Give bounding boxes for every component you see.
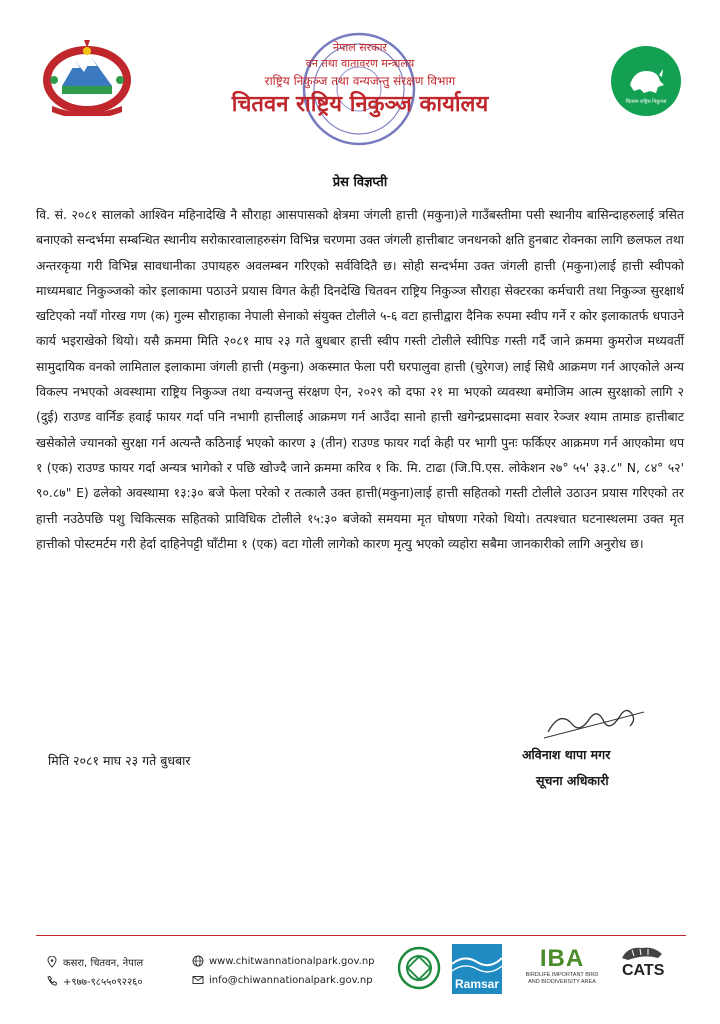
cats-label: CATS [622,962,665,979]
address-text: कसरा, चितवन, नेपाल [63,958,144,969]
iba-subtitle-2: AND BIODIVERSITY AREA [528,979,596,985]
email-icon [192,974,204,986]
nepal-emblem-icon [40,36,134,116]
signatory-name: अविनाश थापा मगर [522,747,611,762]
location-pin-icon [46,956,58,968]
footer-email[interactable] [192,974,373,986]
press-release-body: वि. सं. २०८१ सालको आश्विन महिनादेखि नै सौराहा आसपासको क्षेत्रमा जंगली हात्ती (मकुना)ले गाउँबस्तीमा पसी स्थानीय बासिन्दाहरुलाई त्रसित बनाएको सन्दर्भमा सम्बन्धित स्थानीय सरोकारवालाहरुसंग विभिन्न चरणमा उक्त जंगली हात्तीबाट जनधनको क्षति हुनबाट रोक्नका लागि छलफल तथा अन्तरकृया गरी विभिन्न सावधानीका उपायहरु अवलम्बन गरिएको सर्वविदितै छ। सोही सन्दर्भमा उक्त जंगली हात्ती (मकुना)लाई हात्ती स्वीपको माध्यमबाट निकुञ्जको कोर इलाकामा पठाउने प्रयास विगत केही दिनदेखि चितवन राष्ट्रिय निकुञ्ज सौराहा सेक्टरका कर्मचारी तथा निकुञ्ज सुरक्षार्थ खटिएको नयाँ गोरख गण (क) गुल्म सौराहाका नेपाली सेनाको संयुक्त टोलीले ५-६ वटा हात्तीद्वारा दैनिक रुपमा स्वीप गर्ने र कोर इलाकातर्फ धपाउने कार्य भइराखेको थियो। यसै क्रममा मिति २०८१ माघ २३ गते बुधबार हात्ती स्वीप गस्ती टोलीले स्वीपिङ गस्ती गर्दै जाने क्रममा कुमरोज मध्यवर्ती सामुदायिक वनको लामिताल इलाकामा जंगली हात्ती (मकुना) अकस्मात फेला परी घरपालुवा हात्ती (चुरेगज) लाई सिधै आक्रमण गर्न आएकोले अन्य विकल्प नभएको अवस्थामा राष्ट्रिय निकुञ्ज तथा वन्यजन्तु संरक्षण ऐन, २०२९ को दफा २१ मा भएको व्यवस्था बमोजिम आत्म सुरक्षाको लागि २ (दुई) राउण्ड वार्निङ हवाई फायर गर्दा पनि नभागी हात्तीलाई आक्रमण गर्न आउँदा सानो हात्ती खगेन्द्रप्रसादमा सवार रेञ्जर श्याम तामाङ हात्तीबाट खसेकोले ज्यानको सुरक्षा गर्न अत्यन्तै कठिनाई भएको कारण ३ (तीन) राउण्ड फायर गर्दा केही पर भागी पुनः फर्किएर आक्रमण गर्न आएकोमा थप १ (एक) राउण्ड फायर गर्दा अन्यत्र भागेको र पछि खोज्दै जाने क्रममा करिव १ कि. मि. टाढा (जि.पि.एस. लोकेशन २७° ५५' ३३.८" N, ८४° ५२' ९०.८७" E) ढलेको अवस्थामा १३:३० बजे फेला परेको र तत्कालै उक्त हात्ती(मकुना)लाई हात्ती सहितको गस्ती टोलीले उठाउन प्रयास गरिएको तर हात्ती नउठेपछि पशु चिकित्सक सहितको प्राविधिक टोलीले १५:३० बजेको समयमा मृत घोषणा गरेको थियो। तत्पश्चात घटनास्थलमा उक्त मृत हात्तीको पोस्टमर्टम गरी हेर्दा दाहिनेपट्टी घाँटीमा १ (एक) वटा गोली लागेको कारण मृत्यु भएको व्यहोरा सबैमा जानकारीको लागि अनुरोध छ। [36,207,684,551]
footer-address [46,955,143,969]
chitwan-park-logo-icon [610,45,682,117]
govt-name: नेपाल सरकार [333,41,387,54]
ministry-name: वन तथा वातावरण मन्त्रालय [305,57,415,70]
phone-icon [46,975,58,987]
signatory-title: सूचना अधिकारी [536,773,609,788]
world-heritage-logo-icon [397,946,441,990]
website-link[interactable]: www.chitwannationalpark.gov.np [209,955,375,967]
issue-date: मिति २०८१ माघ २३ गते बुधबार [48,753,191,768]
phone-text: +९७७-९८५५०९२२६० [63,977,143,988]
ramsar-logo [452,944,502,994]
park-logo-subtext: चितवन राष्ट्रिय निकुञ्ज [625,99,667,105]
signature-icon [540,698,650,742]
footer-website[interactable] [192,955,375,967]
iba-subtitle-1: BIRDLIFE IMPORTANT BIRD [525,972,599,978]
globe-icon [192,955,204,967]
footer-phone [46,974,143,988]
cats-logo [614,940,670,996]
department-name: राष्ट्रिय निकुञ्ज तथा वन्यजन्तु संरक्षण विभाग [264,74,456,88]
iba-title: IBA [539,945,585,972]
office-name: चितवन राष्ट्रिय निकुञ्ज कार्यालय [231,92,489,117]
ramsar-label: Ramsar [454,977,500,991]
press-release-title: प्रेस विज्ञप्ती [332,175,388,190]
footer-divider [36,935,686,936]
letterhead [0,0,720,170]
email-link[interactable]: info@chiwannationalpark.gov.np [209,974,373,986]
iba-logo [518,946,606,990]
ramsar-wave-icon [452,944,502,976]
tiger-icon [614,940,670,962]
